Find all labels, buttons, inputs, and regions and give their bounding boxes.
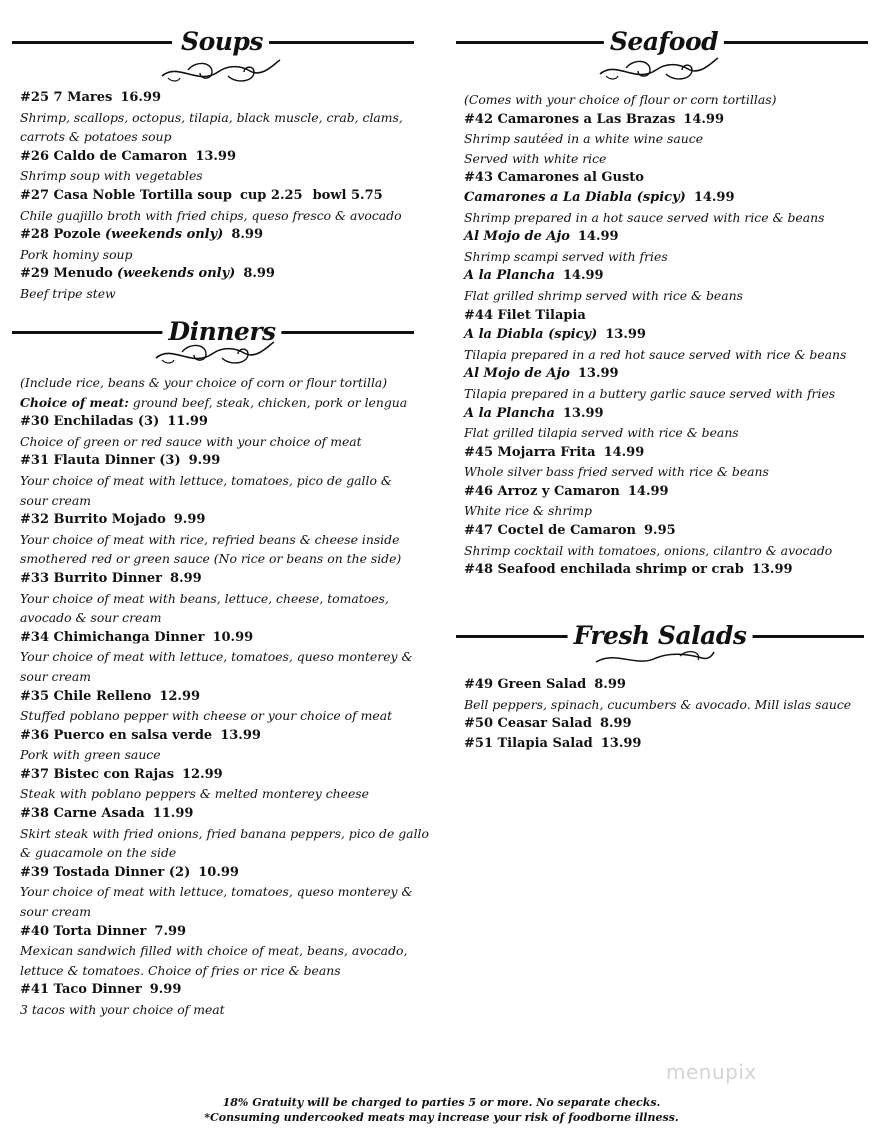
soups-section	[20, 88, 416, 304]
salads-title: Fresh Salads	[568, 621, 753, 650]
item-description: Your choice of meat with lettuce, tomatoes, queso monterey &	[20, 649, 413, 665]
soups-header	[12, 0, 416, 56]
item-description: avocado & sour cream	[20, 610, 162, 626]
salads-rule-right	[744, 635, 864, 638]
item-description: Stuffed poblano pepper with cheese or your choice of meat	[20, 708, 393, 724]
menu-item: #37 Bistec con Rajas 12.99	[20, 766, 223, 782]
item-description: Steak with poblano peppers & melted monterey cheese	[20, 786, 370, 802]
menu-item: #29 Menudo (weekends only) 8.99	[20, 266, 275, 282]
menu-subitem: Camarones a La Diabla (spicy) 14.99	[464, 189, 735, 205]
item-description: sour cream	[20, 668, 91, 684]
item-description: Mexican sandwich filled with choice of meat, beans, avocado,	[20, 943, 408, 959]
menu-item: #27 Casa Noble Tortilla soup cup 2.25 bowl 5.75	[20, 187, 383, 203]
item-description: Choice of green or red sauce with your choice of meat	[20, 433, 362, 449]
item-description: & guacamole on the side	[20, 845, 177, 861]
dinners-header	[12, 290, 416, 346]
dinners-section	[20, 373, 429, 1020]
salads-flourish-icon	[592, 646, 718, 670]
item-description: Shrimp sautéed in a white wine sauce	[464, 131, 704, 147]
seafood-flourish-icon	[596, 54, 722, 84]
item-description: Bell peppers, spinach, cucumbers & avocado. Mill islas sauce	[464, 696, 852, 712]
item-description: Shrimp scampi served with fries	[464, 248, 668, 264]
item-description: Shrimp prepared in a hot sauce served with rice & beans	[464, 209, 825, 225]
item-description: Your choice of meat with rice, refried beans & cheese inside	[20, 531, 400, 547]
menu-item: #48 Seafood enchilada shrimp or crab 13.99	[464, 562, 793, 578]
menu-item: #43 Camarones al Gusto	[464, 170, 644, 186]
item-description: Chile guajillo broth with fried chips, queso fresco & avocado	[20, 207, 402, 223]
item-description: Beef tripe stew	[20, 285, 116, 301]
menu-item: #47 Coctel de Camaron 9.95	[464, 523, 676, 539]
dinners-flourish-icon	[152, 338, 278, 368]
menu-item: #38 Carne Asada 11.99	[20, 806, 194, 822]
item-description: Flat grilled tilapia served with rice & beans	[464, 425, 739, 441]
gratuity-notice: 18% Gratuity will be charged to parties 5 or more. No separate checks.	[222, 1096, 661, 1109]
soups-rule-left	[12, 41, 172, 44]
footer	[0, 1095, 883, 1125]
salads-rule-left	[456, 635, 578, 638]
menu-item: #34 Chimichanga Dinner 10.99	[20, 629, 254, 645]
item-description: Your choice of meat with lettuce, tomatoes, pico de gallo &	[20, 472, 392, 488]
item-description: White rice & shrimp	[464, 503, 592, 519]
menupix-watermark: menupix	[666, 1060, 757, 1084]
salad-items	[464, 675, 868, 753]
seafood-section	[464, 90, 868, 580]
item-description: Your choice of meat with lettuce, tomatoes, queso monterey &	[20, 884, 413, 900]
item-description: Served with white rice	[464, 150, 607, 166]
menu-item: #31 Flauta Dinner (3) 9.99	[20, 453, 221, 469]
soups-flourish-icon	[158, 56, 284, 86]
menu-item: #36 Puerco en salsa verde 13.99	[20, 727, 261, 743]
menu-item: #51 Tilapia Salad 13.99	[464, 735, 642, 751]
menu-item: #26 Caldo de Camaron 13.99	[20, 148, 237, 164]
menu-item: #30 Enchiladas (3) 11.99	[20, 414, 208, 430]
menu-subitem: Al Mojo de Ajo 13.99	[464, 366, 619, 382]
item-description: Tilapia prepared in a red hot sauce served with rice & beans	[464, 346, 847, 362]
seafood-note: (Comes with your choice of flour or corn tortillas)	[464, 92, 777, 107]
item-description: Shrimp, scallops, octopus, tilapia, black muscle, crab, clams,	[20, 109, 403, 125]
item-description: carrots & potatoes soup	[20, 129, 172, 145]
item-description: sour cream	[20, 904, 91, 920]
item-description: Flat grilled shrimp served with rice & beans	[464, 287, 743, 303]
menu-item: #45 Mojarra Frita 14.99	[464, 444, 645, 460]
item-description: smothered red or green sauce (No rice or beans on the side)	[20, 551, 402, 567]
item-description: Shrimp soup with vegetables	[20, 168, 203, 184]
menu-item: #25 7 Mares 16.99	[20, 90, 162, 105]
item-description: Shrimp cocktail with tomatoes, onions, cilantro & avocado	[464, 542, 833, 558]
meat-choice: Choice of meat: ground beef, steak, chicken, pork or lengua	[20, 394, 408, 410]
seafood-rule-left	[456, 41, 614, 44]
dinners-note: (Include rice, beans & your choice of corn or flour tortilla)	[20, 375, 388, 390]
menu-item: #40 Torta Dinner 7.99	[20, 923, 187, 939]
dinners-rule-right	[274, 331, 414, 334]
item-description: 3 tacos with your choice of meat	[20, 1002, 225, 1017]
menu-item: #35 Chile Relleno 12.99	[20, 688, 201, 704]
menu-item: #44 Filet Tilapia	[464, 307, 586, 323]
salads-header	[456, 594, 868, 650]
menu-item: #46 Arroz y Camaron 14.99	[464, 483, 669, 499]
menu-item: #33 Burrito Dinner 8.99	[20, 570, 202, 586]
dinner-items	[20, 412, 429, 1019]
menu-item: #28 Pozole (weekends only) 8.99	[20, 227, 264, 243]
seafood-items	[464, 110, 868, 580]
seafood-header	[456, 0, 868, 56]
menu-item: #50 Ceasar Salad 8.99	[464, 716, 632, 732]
seafood-rule-right	[718, 41, 868, 44]
menu-item: #32 Burrito Mojado 9.99	[20, 512, 206, 528]
item-description: lettuce & tomatoes. Choice of fries or rice & beans	[20, 962, 341, 978]
soups-title: Soups	[175, 27, 269, 56]
menu-subitem: Al Mojo de Ajo 14.99	[464, 229, 619, 245]
soups-rule-right	[262, 41, 414, 44]
dinners-rule-left	[12, 331, 167, 334]
menu-item: #39 Tostada Dinner (2) 10.99	[20, 864, 239, 880]
menu-item: #41 Taco Dinner 9.99	[20, 982, 182, 998]
seafood-title: Seafood	[604, 27, 724, 56]
item-description: Your choice of meat with beans, lettuce, cheese, tomatoes,	[20, 590, 389, 606]
health-warning: *Consuming undercooked meats may increase your risk of foodborne illness.	[204, 1111, 679, 1124]
item-description: Whole silver bass fried served with rice & beans	[464, 464, 769, 480]
item-description: Pork hominy soup	[20, 246, 133, 262]
item-description: Pork with green sauce	[20, 747, 161, 763]
menu-subitem: A la Diabla (spicy) 13.99	[464, 327, 646, 343]
menu-subitem: A la Plancha 14.99	[464, 268, 604, 284]
dinners-title: Dinners	[162, 317, 281, 346]
menu-item: #42 Camarones a Las Brazas 14.99	[464, 111, 725, 127]
item-description: Skirt steak with fried onions, fried banana peppers, pico de gallo	[20, 825, 429, 841]
menu-item: #49 Green Salad 8.99	[464, 677, 626, 692]
menu-subitem: A la Plancha 13.99	[464, 405, 604, 421]
salads-section	[464, 675, 868, 753]
item-description: Tilapia prepared in a buttery garlic sauce served with fries	[464, 385, 836, 401]
item-description: sour cream	[20, 492, 91, 508]
